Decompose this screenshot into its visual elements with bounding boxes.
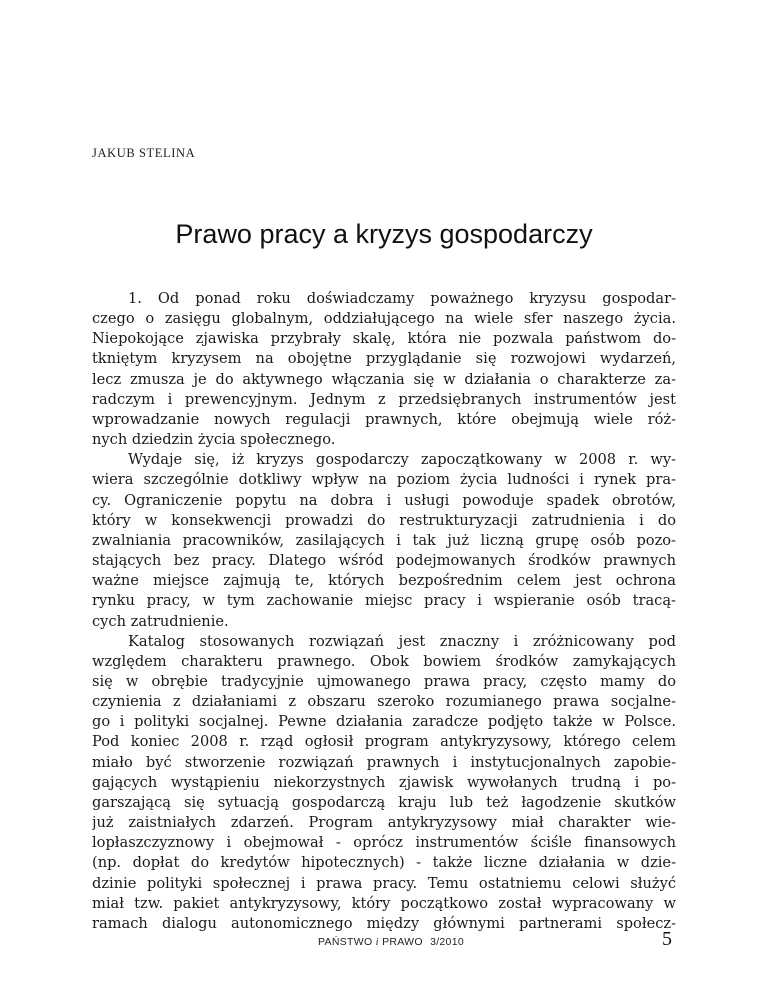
body-line: Katalog stosowanych rozwiązań jest znaczny i zróżnicowany pod [128, 632, 676, 650]
body-line: miał tzw. pakiet antykryzysowy, który początkowo został wypracowany w [92, 894, 676, 912]
body-line: czego o zasięgu globalnym, oddziałującego na wiele sfer naszego życia. [92, 310, 676, 328]
body-line: lopłaszczyznowy i obejmował - oprócz instrumentów ściśle finansowych [92, 834, 676, 852]
body-line: cy. Ograniczenie popytu na dobra i usługi powoduje spadek obrotów, [92, 491, 676, 509]
body-line: tkniętym kryzysem na obojętne przyglądanie się rozwojowi wydarzeń, [92, 350, 676, 368]
body-line: miało być stworzenie rozwiązań prawnych i instytucjonalnych zapobie- [92, 753, 676, 771]
author-name: JAKUB STELINA [92, 146, 196, 160]
body-line: zwalniania pracowników, zasilających i tak już liczną grupę osób pozo- [92, 531, 676, 549]
body-line: garszającą się sytuacją gospodarczą kraju lub też łagodzenie skutków [92, 793, 676, 811]
body-line: ramach dialogu autonomicznego między głównymi partnerami społecz- [92, 914, 676, 932]
body-line: względem charakteru prawnego. Obok bowiem środków zamykających [92, 652, 676, 670]
body-line: Pod koniec 2008 r. rząd ogłosił program antykryzysowy, którego celem [92, 733, 676, 751]
body-line: Niepokojące zjawiska przybrały skalę, która nie pozwala państwom do- [92, 330, 676, 348]
body-line: nych dziedzin życia społecznego. [92, 431, 336, 449]
body-line: który w konsekwencji prowadzi do restrukturyzacji zatrudnienia i do [92, 511, 676, 529]
body-line: cych zatrudnienie. [92, 612, 229, 630]
article-body [92, 289, 676, 934]
body-line: (np. dopłat do kredytów hipotecznych) - także liczne działania w dzie- [92, 854, 676, 872]
body-line: 1. Od ponad roku doświadczamy poważnego kryzysu gospodar- [128, 290, 676, 307]
body-line: gających wystąpieniu niekorzystnych zjawisk wywołanych trudną i po- [92, 773, 676, 791]
body-line: Wydaje się, iż kryzys gospodarczy zapoczątkowany w 2008 r. wy- [128, 451, 676, 469]
body-line: wprowadzanie nowych regulacji prawnych, które obejmują wiele róż- [92, 410, 676, 428]
article-title: Prawo pracy a kryzys gospodarczy [175, 219, 593, 249]
body-line: rynku pracy, w tym zachowanie miejsc pracy i wspieranie osób tracą- [92, 592, 676, 610]
journal-footer [318, 936, 464, 948]
body-line: dzinie polityki społecznej i prawa pracy. Temu ostatniemu celowi służyć [92, 874, 676, 892]
body-line: się w obrębie tradycyjnie ujmowanego prawa pracy, często mamy do [92, 672, 676, 690]
page-number: 5 [662, 928, 672, 950]
journal-name-left: PAŃSTWO [318, 936, 373, 948]
journal-name-conjunction: i [375, 937, 379, 948]
body-line: stających bez pracy. Dlatego wśród podejmowanych środków prawnych [92, 552, 676, 570]
body-line: radczym i prewencyjnym. Jednym z przedsiębranych instrumentów jest [92, 390, 676, 408]
body-line: lecz zmusza je do aktywnego włączania się w działania o charakterze za- [92, 370, 676, 388]
journal-name-right: PRAWO [382, 936, 423, 948]
body-line: ważne miejsce zajmują te, których bezpośrednim celem jest ochrona [92, 572, 676, 590]
body-line: wiera szczególnie dotkliwy wpływ na poziom życia ludności i rynek pra- [92, 471, 676, 489]
body-line: czynienia z działaniami z obszaru szeroko rozumianego prawa socjalne- [92, 693, 676, 711]
journal-issue: 3/2010 [430, 936, 464, 948]
body-line: go i polityki socjalnej. Pewne działania zaradcze podjęto także w Polsce. [92, 713, 676, 731]
body-line: już zaistniałych zdarzeń. Program antykryzysowy miał charakter wie- [92, 814, 676, 832]
